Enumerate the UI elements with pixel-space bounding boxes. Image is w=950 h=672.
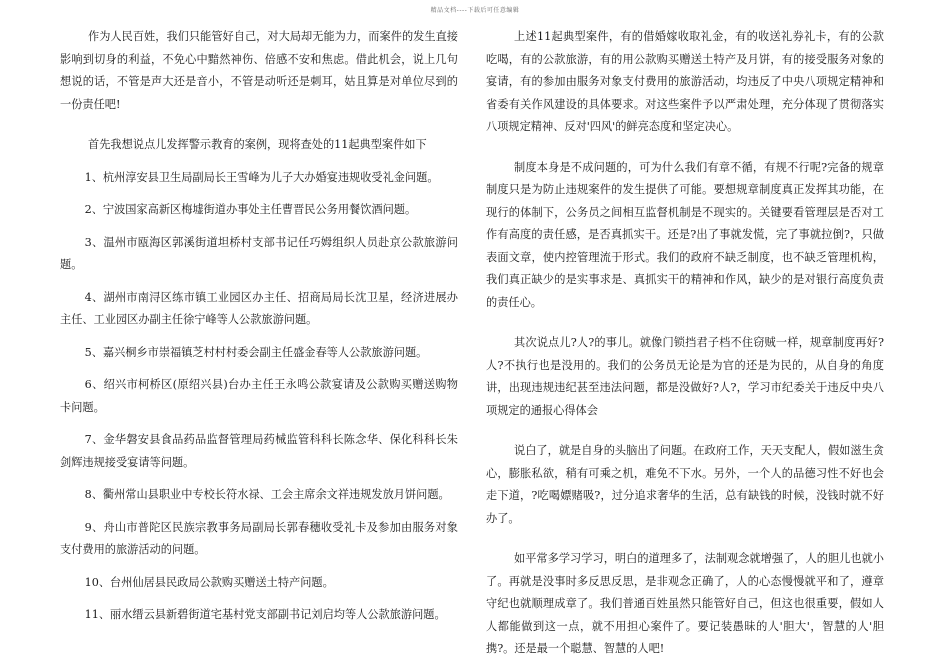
case-item-4: 4、湖州市南浔区练市镇工业园区办主任、招商局局长沈卫星，经济进展办主任、工业园区办副主任徐宁峰等人公款旅游问题。 bbox=[60, 290, 458, 326]
case-item-6: 6、绍兴市柯桥区(原绍兴县)台办主任王永鸣公款宴请及公款购买赠送购物卡问题。 bbox=[60, 378, 458, 414]
case-item-5: 5、嘉兴桐乡市崇福镇芝村村村委会副主任盛金春等人公款旅游问题。 bbox=[84, 345, 428, 359]
case-item-2: 2、宁波国家高新区梅墟街道办事处主任曹晋民公务用餐饮酒问题。 bbox=[84, 203, 417, 216]
left-column bbox=[60, 26, 458, 627]
case-item-11: 11、丽水缙云县新碧街道宅基村党支部副书记刘启均等人公款旅游问题。 bbox=[84, 608, 446, 621]
case-item-3: 3、温州市瓯海区郭溪街道坦桥村支部书记任巧姆组织人员赴京公款旅游问题。 bbox=[60, 235, 458, 271]
case-item-9: 9、舟山市普陀区民族宗教事务局副局长郭春穗收受礼卡及参加由服务对象支付费用的旅游活动的问题。 bbox=[60, 520, 458, 556]
intro-paragraph: 作为人民百姓，我们只能管好自己，对大局却无能为力，而案件的发生直接影响到切身的利益，不免心中黯然神伤、倍感不安和焦虑。借此机会，说上几句想说的话，不管是声大还是音小，不管是动听还是刺耳，姑且算是对单位尽到的一份责任吧! bbox=[60, 30, 458, 111]
case-item-7: 7、金华磐安县食品药品监督管理局药械监管科科长陈念华、保化科科长朱剑辉违规接受宴请等问题。 bbox=[60, 433, 458, 469]
case-item-10: 10、台州仙居县民政局公款购买赠送土特产问题。 bbox=[84, 575, 334, 589]
mindset-paragraph: 说白了，就是自身的头脑出了问题。在政府工作，天天支配人，假如滋生贪心，膨胀私欲，稍有可乘之机，难免不下水。另外，一个人的品德习性不好也会走下道，?吃喝嫖赌吸?，过分追求奢华的生活，总有缺钱的时候，没钱时就不好办了。 bbox=[486, 444, 884, 525]
system-paragraph: 制度本身是不成问题的，可为什么我们有章不循，有规不行呢?完备的规章制度只是为防止违规案件的发生提供了可能。要想规章制度真正发挥其功能，在现行的体制下，公务员之间相互监督机制是不现实的。关键要看管理层是否对工作有高度的责任感，是否真抓实干。还是?出了事就发慌，完了事就拉倒?，只做表面文章，使内控管理流于形式。我们的政府不缺乏制度，也不缺乏管理机构，我们真正缺少的是实事求是、真抓实干的精神和作风，缺少的是对银行高度负责的责任心。 bbox=[486, 160, 884, 309]
case-item-8: 8、衢州常山县职业中专校长符水禄、工会主席余文祥违规发放月饼问题。 bbox=[84, 488, 450, 501]
people-paragraph: 其次说点儿?人?的事儿。就像门锁挡君子档不住窃贼一样，规章制度再好?人?不执行也是没用的。我们的公务员无论是为官的还是为民的，从自身的角度讲，出现违规违纪甚至违法问题，都是没做好?人?，学习市纪委关于违反中央八项规定的通报心得体会 bbox=[486, 336, 884, 417]
right-column bbox=[486, 26, 884, 661]
cases-summary-paragraph: 上述11起典型案件，有的借婚嫁收取礼金，有的收送礼券礼卡，有的公款吃喝，有的公款旅游，有的用公款购买赠送土特产及月饼，有的接受服务对象的宴请，有的参加由服务对象支付费用的旅游活动，均违反了中央八项规定精神和省委有关作风建设的具体要求。对这些案件予以严肃处理，充分体现了贯彻落实八项规定精神、反对'四风'的鲜亮态度和坚定决心。 bbox=[486, 30, 884, 133]
page-header: 精品文档----下载后可任意编辑 bbox=[430, 7, 520, 14]
case-item-1: 1、杭州淳安县卫生局副局长王雪峰为儿子大办婚宴违规收受礼金问题。 bbox=[84, 170, 439, 184]
learning-paragraph: 如平常多学习学习，明白的道理多了，法制观念就增强了，人的胆儿也就小了。再就是没事时多反思反思，是非观念正确了，人的心态慢慢就平和了，遵章守纪也就顺理成章了。我们普通百姓虽然只能管好自己，但这也很重要，假如人人都能做到这一点，就不用担心案件了。要记装愚昧的人'胆大'，智慧的人'胆携?。还是最一个聪慧、智慧的人吧! bbox=[486, 552, 884, 655]
lead-paragraph: 首先我想说点儿发挥警示教育的案例，现将查处的11起典型案件如下 bbox=[88, 138, 427, 151]
